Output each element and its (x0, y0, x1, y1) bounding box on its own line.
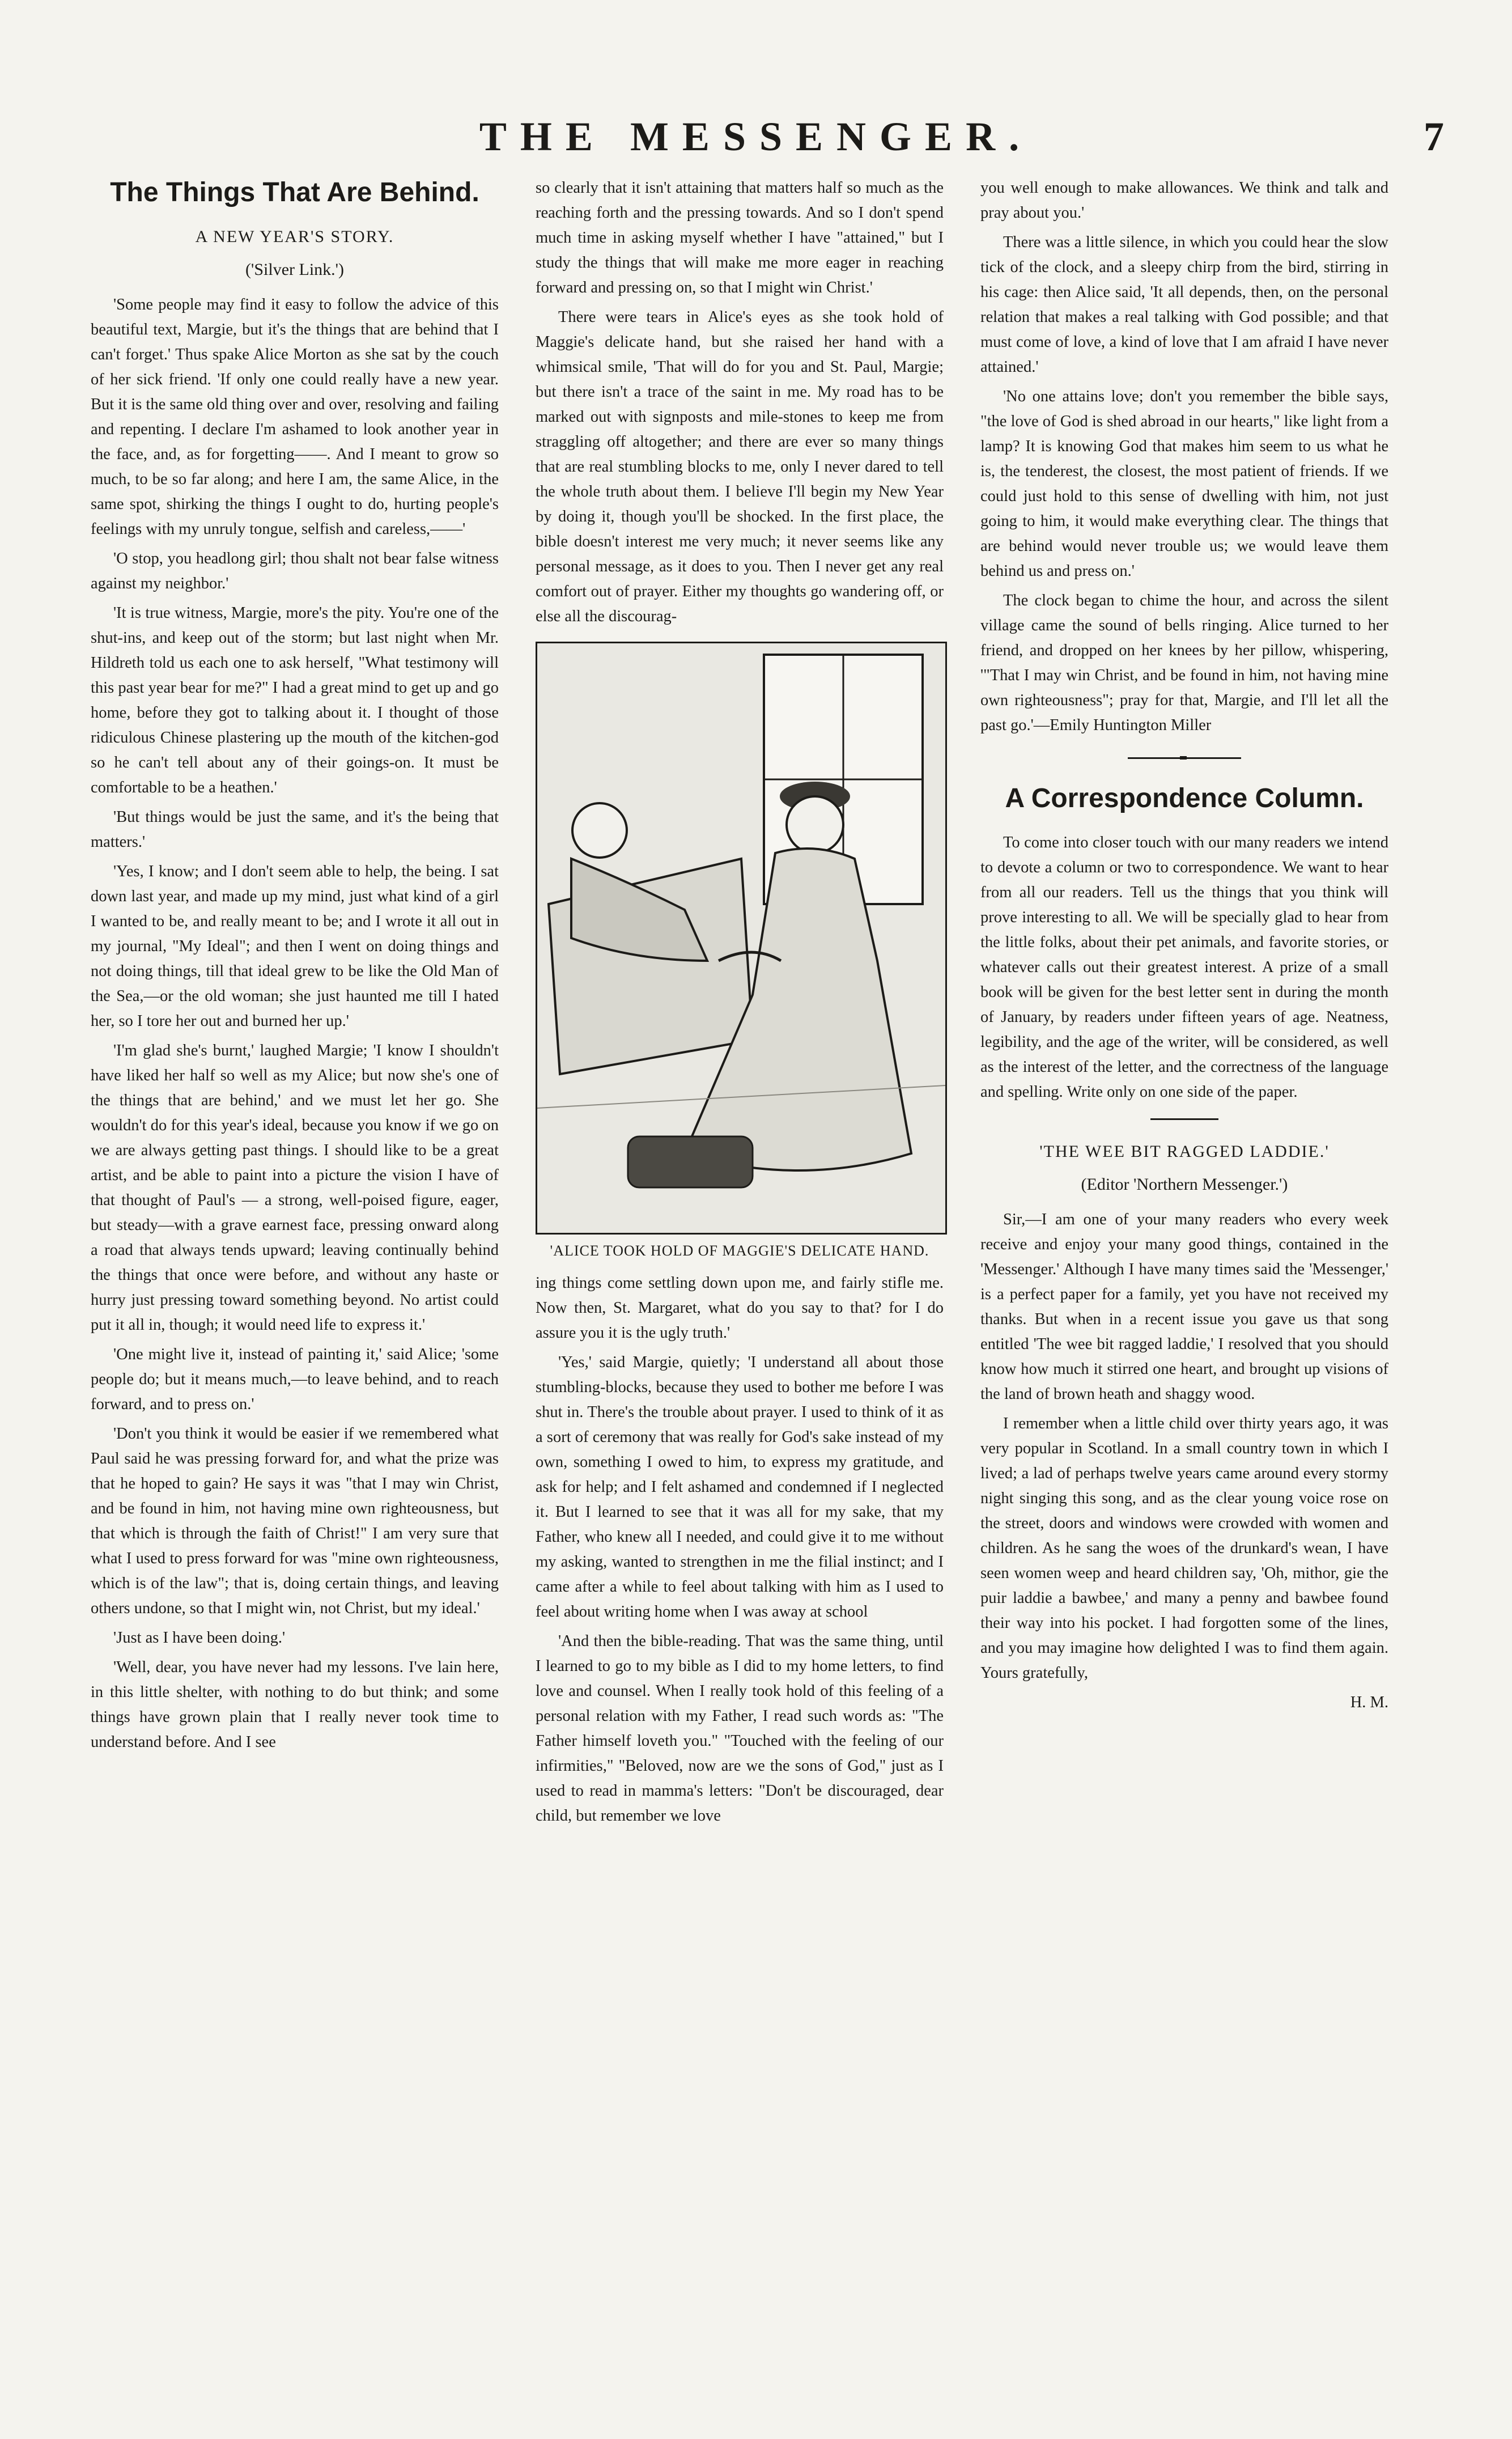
story-paragraph: 'Yes,' said Margie, quietly; 'I understand all about those stumbling-blocks, because they used to bother me before I was shut in. There's the trouble about prayer. I used to think of it as a sort of ceremony that was really for God's sake instead of my own, something I owed to him, to express my gratitude, and ask for help; and I felt ashamed and condemned if I neglected it. But I learned to see that it was all for my sake, that my Father, who knew all I needed, and could give it to me without my asking, wanted to strengthen in me the filial instinct; and I came after a while to feel about talking with him as I used to feel about writing home when I was away at school (536, 1354, 944, 1621)
story-paragraph: 'It is true witness, Margie, more's the pity. You're one of the shut-ins, and keep out of the storm; but last night when Mr. Hildreth told us each one to ask herself, "What testimony will this past year bear for me?" I had a great mind to get up and go home, before they got to talking about it. I thought of those ridiculous Chinese plastering up the mouth of the kitchen-god so he can't tell about any of their goings-on. It must be comfortable to be a heathen.' (91, 604, 499, 796)
story-paragraph: There were tears in Alice's eyes as she took hold of Maggie's delicate hand, but she raised her hand with a whimsical smile, 'That will do for you and St. Paul, Margie; but there isn't a trace of the saint in me. My road has to be marked out with signposts and mile-stones to keep me from straggling off altogether; and there are ever so many things that are real stumbling blocks to me, only I never dared to tell the whole truth about them. I believe I'll begin my New Year by doing it, though you'll be shocked. In the first place, the bible doesn't interest me very much; it never seems like any personal message, as it does to you. Then I never get any real comfort out of prayer. Either my thoughts go wandering off, or else all the discourag- (536, 308, 944, 625)
story-paragraph: 'I'm glad she's burnt,' laughed Margie; 'I know I shouldn't have liked her half so well as my Alice; but now she's one of the things that are behind,' and we must let her go. She wouldn't do for this year's ideal, because you know if we go on we are always getting past things. I should like to be a great artist, and be able to paint into a picture the vision I have of that thought of Paul's — a strong, well-poised figure, eager, but steady—with a grave earnest face, pressing onward along a road that always tends upward; leaving continually behind the things that once were before, and without any haste or hurry just pressing toward something beyond. No artist could put it all in, though; it would need life to express it.' (91, 1042, 499, 1334)
letter-paragraph: Sir,—I am one of your many readers who every week receive and enjoy your many good things, contained in the 'Messenger.' Although I have many times said the 'Messenger,' is a perfect paper for a family, yet you have not received my thanks. But when in a recent issue you gave us that song entitled 'The wee bit ragged laddie,' I resolved that you should know how much it stirred one heart, and brought up visions of the land of brown heath and shaggy wood. (980, 1211, 1388, 1403)
column-2 (536, 176, 944, 1833)
illustration-drawing (537, 643, 945, 1233)
column-3 (980, 176, 1388, 1715)
story-paragraph: 'But things would be just the same, and it's the being that matters.' (91, 808, 499, 851)
story-paragraph: The clock began to chime the hour, and across the silent village came the sound of bells ringing. Alice turned to her friend, and dropped on her knees by her pillow, whispering, '"That I may win Christ, and be found in him, not having mine own righteousness"; pray for that, Margie, and I'll let all the past go.'—Emily Huntington Miller (980, 592, 1388, 734)
story-paragraph: 'Yes, I know; and I don't seem able to help, the being. I sat down last year, and made up my mind, just what kind of a girl I wanted to be, and really meant to be; and I wrote it all out in my journal, "My Ideal"; and then I went on doing things and not doing things, till that ideal grew to be like the Old Man of the Sea,—or the old woman; she just haunted me till I hated her, so I tore her out and burned her up.' (91, 863, 499, 1030)
story-paragraph: 'Some people may find it easy to follow the advice of this beautiful text, Margie, but it's the things that are behind that I can't forget.' Thus spake Alice Morton as she sat by the couch of her sick friend. 'If only one could really have a new year. But it is the same old thing over and over, resolving and failing and repenting. I declare I'm ashamed to look another year in the face, and, as for forgetting——. And I meant to grow so much, to be so far along; and here I am, the same Alice, in the same spot, shirking the things I ought to do, hurting people's feelings with my unruly tongue, selfish and careless,——' (91, 296, 499, 538)
masthead: THE MESSENGER. (479, 114, 1033, 159)
column-1 (91, 176, 499, 1759)
story-byline: ('Silver Link.') (245, 260, 345, 279)
story-paragraph: 'One might live it, instead of painting it,' said Alice; 'some people do; but it means much,—to leave behind, and to reach forward, and to press on.' (91, 1346, 499, 1413)
story-paragraph: so clearly that it isn't attaining that matters half so much as the reaching forth and the pressing towards. And so I don't spend much time in asking myself whether I have "attained," but I study the things that will make me more eager in reaching forward and pressing on, so that I might win Christ.' (536, 179, 944, 296)
correspondence-title: A Correspondence Column. (1005, 783, 1364, 813)
story-paragraph: 'O stop, you headlong girl; thou shalt not bear false witness against my neighbor.' (91, 550, 499, 592)
page-number: 7 (1424, 114, 1444, 159)
letter-title: 'THE WEE BIT RAGGED LADDIE.' (1039, 1142, 1330, 1161)
letter-paragraph: I remember when a little child over thirty years ago, it was very popular in Scotland. In a small country town in which I lived; a lad of perhaps twelve years came around every stormy night singing this song, and as the clear young voice rose on the street, doors and windows were crowded with women and children. As he sang the woes of the drunkard's wean, I have seen women weep and heard children say, 'Oh, mithor, gie the puir laddie a bawbee,' and many a penny and bawbee found their way into his pocket. I had forgotten some of the lines, and you may imagine how delighted I was to find them again. Yours gratefully, (980, 1415, 1388, 1682)
story-subtitle: A NEW YEAR'S STORY. (195, 227, 394, 246)
correspondence-paragraph: To come into closer touch with our many readers we intend to devote a column or two to correspondence. We want to hear from all our readers. Tell us the things that you think will prove interesting to all. We will be specially glad to hear from the little folks, about their pet animals, and favorite stories, or whatever calls out their greatest interest. A prize of a small book will be given for the best letter sent in during the month of January, by readers under fifteen years of age. Neatness, legibility, and the age of the writer, will be considered, as well as the interest of the letter, and the correctness of the language and spelling. Write only on one side of the paper. (980, 834, 1388, 1101)
letter-signoff (980, 1690, 1388, 1715)
story-paragraph: 'No one attains love; don't you remember the bible says, "the love of God is shed abroad in our hearts," like light from a lamp? It is knowing God that makes him seem to us what he is, the tenderest, the closest, the most patient of friends. If we could just hold to this sense of dwelling with him, not just going to him, it would make everything clear. The things that are behind would never trouble us; we would leave them behind us and press on.' (980, 388, 1388, 580)
story-paragraph: 'Don't you think it would be easier if we remembered what Paul said he was pressing forward for, and what the prize was that he hoped to gain? He says it was "that I may win Christ, and be found in him, not having mine own righteousness, but that which is through the faith of Christ!" I am very sure that what I used to press forward for was "mine own righteousness, which is of the law"; that is, doing certain things, and leaving others undone, so that I might win, not Christ, but my ideal.' (91, 1425, 499, 1617)
story-paragraph: There was a little silence, in which you could hear the slow tick of the clock, and a sleepy chirp from the bird, stirring in his cage: then Alice said, 'It all depends, then, on the personal relation that makes a real talking with God possible; and that must come of love, a kind of love that I am afraid I have never attained.' (980, 234, 1388, 376)
section-divider (1128, 757, 1241, 759)
section-divider (1150, 1118, 1218, 1120)
story-paragraph: 'Just as I have been doing.' (113, 1629, 286, 1647)
letter-signature: H. M. (1350, 1694, 1388, 1711)
story-paragraph: 'Well, dear, you have never had my lessons. I've lain here, in this little shelter, with nothing to do but think; and some things have grown plain that I really never took time to understand before. And I see (91, 1658, 499, 1751)
story-illustration (536, 642, 947, 1235)
letter-addressee: (Editor 'Northern Messenger.') (1081, 1175, 1288, 1194)
story-paragraph: 'And then the bible-reading. That was the same thing, until I learned to go to my bible as I did to my home letters, to find love and counsel. When I really took hold of this feeling of a personal relation with my Father, I read such words as: "The Father himself loveth you." "Touched with the feeling of our infirmities," "Beloved, now are we the sons of God," just as I used to read in mamma's letters: "Don't be discouraged, dear child, but remember we love (536, 1632, 944, 1825)
illustration-caption: 'ALICE TOOK HOLD OF MAGGIE'S DELICATE HAND. (550, 1242, 929, 1259)
story-paragraph: you well enough to make allowances. We think and talk and pray about you.' (980, 179, 1388, 222)
story-title: The Things That Are Behind. (110, 177, 479, 207)
story-paragraph: ing things come settling down upon me, and fairly stifle me. Now then, St. Margaret, what do you say to that? for I do assure you it is the ugly truth.' (536, 1274, 944, 1342)
